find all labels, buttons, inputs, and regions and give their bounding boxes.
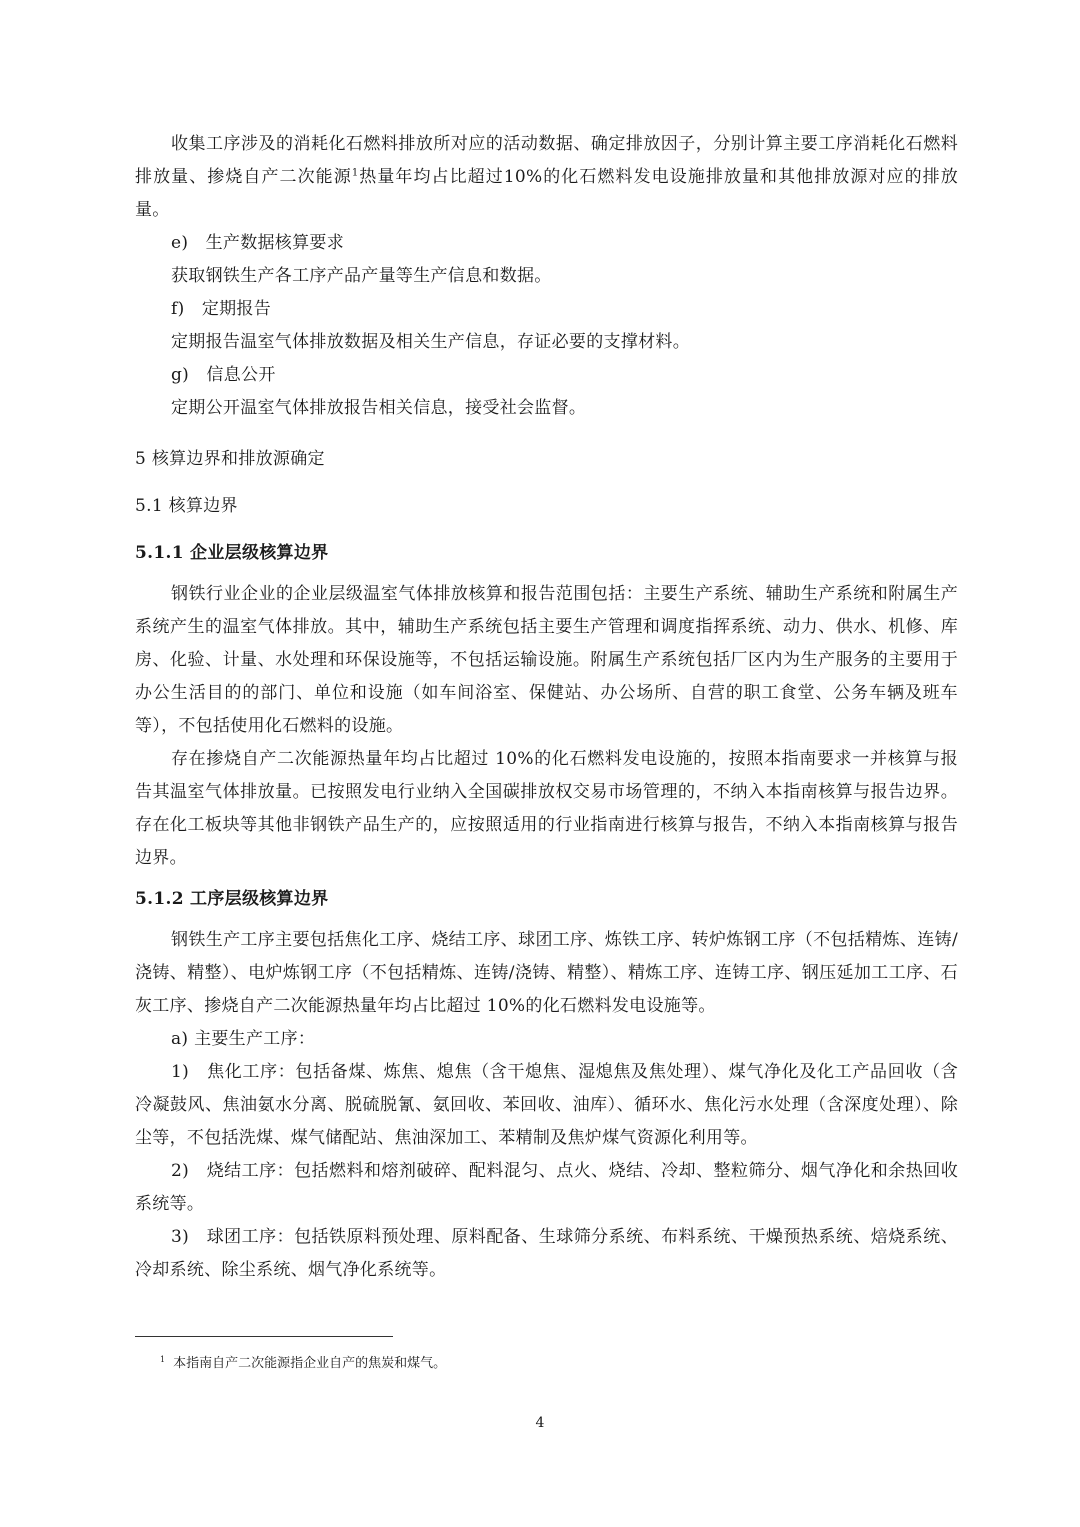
main-process-label: a) 主要生产工序： <box>171 1029 316 1049</box>
footnote-text: 本指南自产二次能源指企业自产的焦炭和煤气。 <box>173 1356 447 1371</box>
process-item-2: 2) 烧结工序：包括燃料和熔剂破碎、配料混匀、点火、烧结、冷却、整粒筛分、烟气净化和余热回收系统等。 <box>135 1161 958 1214</box>
section-5-heading: 5 核算边界和排放源确定 <box>135 449 325 469</box>
item-g-text: 定期公开温室气体排放报告相关信息，接受社会监督。 <box>171 398 587 418</box>
footnote-divider <box>135 1336 393 1337</box>
intro-text: 收集工序涉及的消耗化石燃料排放所对应的活动数据、确定排放因子，分别计算主要工序消耗化石燃料排放量、掺烧自产二次能源 <box>135 134 958 187</box>
item-f-label: f) 定期报告 <box>171 299 272 319</box>
section-5-1-heading: 5.1 核算边界 <box>135 496 238 516</box>
item-e-text: 获取钢铁生产各工序产品产量等生产信息和数据。 <box>171 266 552 286</box>
section-5-1-1-heading: 5.1.1 企业层级核算边界 <box>135 543 329 563</box>
footnote-marker: 1 <box>160 1354 166 1364</box>
section-5-1-1-paragraph-1: 钢铁行业企业的企业层级温室气体排放核算和报告范围包括：主要生产系统、辅助生产系统和附属生产系统产生的温室气体排放。其中，辅助生产系统包括主要生产管理和调度指挥系统、动力、供水、机修、库房、化验、计量、水处理和环保设施等，不包括运输设施。附属生产系统包括厂区内为生产服务的主要用于办公生活目的的部门、单位和设施（如车间浴室、保健站、办公场所、自营的职工食堂、公务车辆及班车等），不包括使用化石燃料的设施。 <box>135 584 958 736</box>
process-item-1: 1) 焦化工序：包括备煤、炼焦、熄焦（含干熄焦、湿熄焦及焦处理）、煤气净化及化工产品回收（含冷凝鼓风、焦油氨水分离、脱硫脱氰、氨回收、苯回收、油库）、循环水、焦化污水处理（含深度处理）、除尘等，不包括洗煤、煤气储配站、焦油深加工、苯精制及焦炉煤气资源化利用等。 <box>135 1062 958 1148</box>
item-g-label: g) 信息公开 <box>171 365 276 385</box>
page-body <box>135 128 958 1287</box>
process-item-3: 3) 球团工序：包括铁原料预处理、原料配备、生球筛分系统、布料系统、干燥预热系统、焙烧系统、冷却系统、除尘系统、烟气净化系统等。 <box>135 1227 958 1280</box>
footnote-ref: 1 <box>351 167 359 179</box>
footnote <box>160 1354 446 1374</box>
item-f-text: 定期报告温室气体排放数据及相关生产信息，存证必要的支撑材料。 <box>171 332 690 352</box>
page-number: 4 <box>535 1415 545 1431</box>
section-5-1-2-heading: 5.1.2 工序层级核算边界 <box>135 889 329 909</box>
intro-text-tail: 热量年均占比超过10%的化石燃料发电设施排放量和其他排放源对应的排放量。 <box>135 167 959 220</box>
intro-paragraph <box>135 128 958 227</box>
section-5-1-1-paragraph-2: 存在掺烧自产二次能源热量年均占比超过 10%的化石燃料发电设施的，按照本指南要求一并核算与报告其温室气体排放量。已按照发电行业纳入全国碳排放权交易市场管理的，不纳入本指南核算与报告边界。存在化工板块等其他非钢铁产品生产的，应按照适用的行业指南进行核算与报告，不纳入本指南核算与报告边界。 <box>135 749 958 868</box>
item-e-label: e) 生产数据核算要求 <box>171 233 344 253</box>
section-5-1-2-paragraph-1: 钢铁生产工序主要包括焦化工序、烧结工序、球团工序、炼铁工序、转炉炼钢工序（不包括精炼、连铸/浇铸、精整）、电炉炼钢工序（不包括精炼、连铸/浇铸、精整）、精炼工序、连铸工序、钢压延加工工序、石灰工序、掺烧自产二次能源热量年均占比超过 10%的化石燃料发电设施等。 <box>135 930 958 1016</box>
